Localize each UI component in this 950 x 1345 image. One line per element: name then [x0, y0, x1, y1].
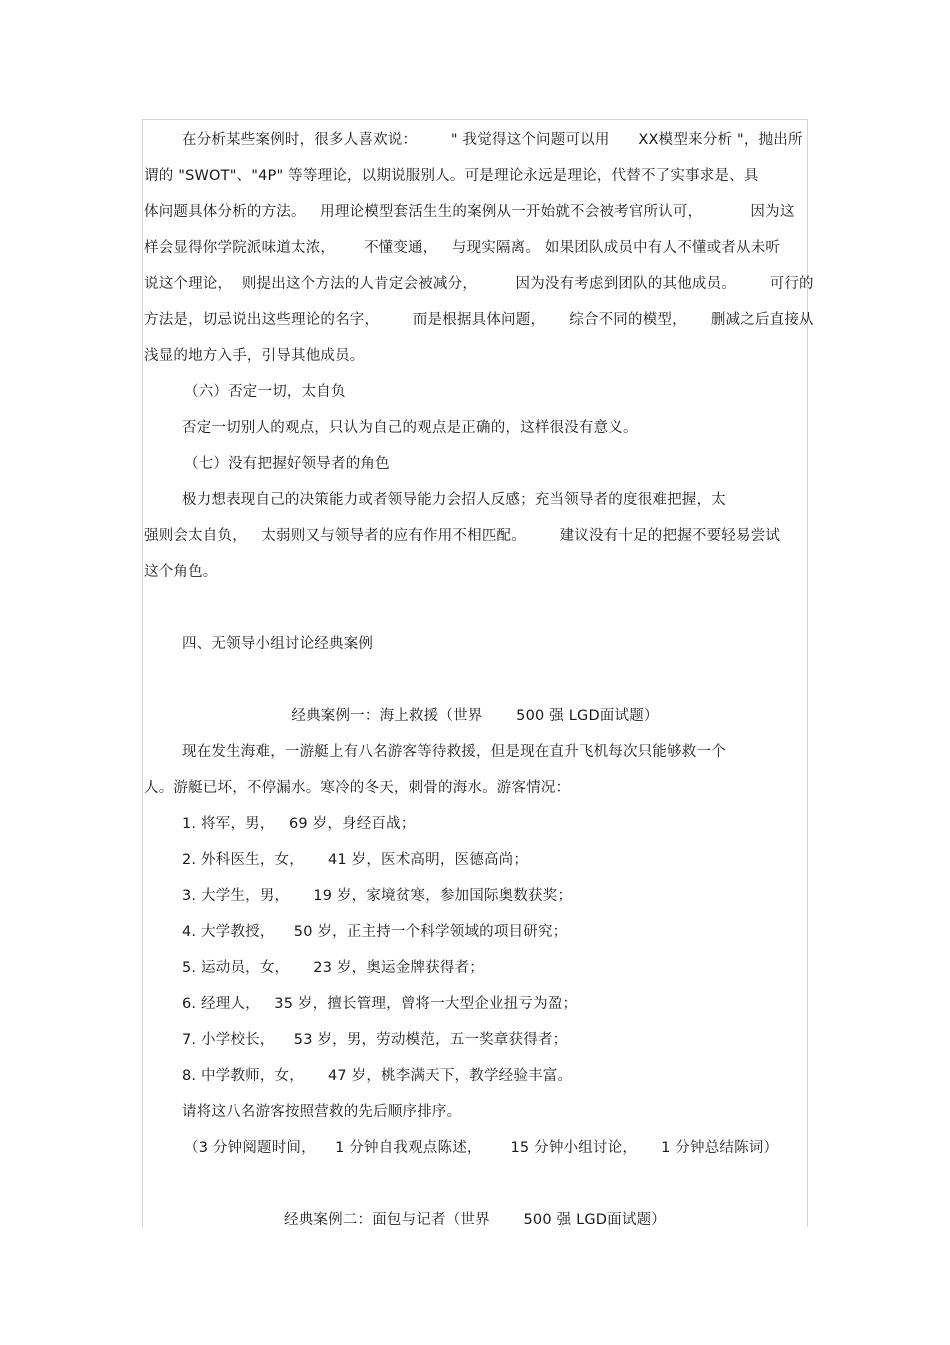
page-frame-left: [142, 119, 143, 1227]
list-item: 7. 小学校长， 53 岁，男，劳动模范，五一奖章获得者；: [182, 1032, 568, 1048]
intro-line: 浅显的地方入手，引导其他成员。: [144, 348, 365, 364]
section-7-line: 极力想表现自己的决策能力或者领导能力会招人反感；充当领导者的度很难把握，太: [182, 492, 726, 508]
section-6-heading: （六）否定一切，太自负: [184, 384, 346, 400]
section-4-heading: 四、无领导小组讨论经典案例: [182, 636, 374, 652]
section-6-body: 否定一切别人的观点，只认为自己的观点是正确的，这样很没有意义。: [182, 420, 638, 436]
intro-line: 在分析某些案例时，很多人喜欢说： " 我觉得这个问题可以用 XX模型来分析 "，抛出所: [182, 132, 803, 148]
page-frame-top: [142, 119, 808, 120]
case-1-intro-line: 人。游艇已坏，不停漏水。寒冷的冬天，刺骨的海水。游客情况：: [144, 780, 571, 796]
list-item: 5. 运动员，女， 23 岁，奥运金牌获得者；: [182, 960, 484, 976]
case-1-instruction: 请将这八名游客按照营救的先后顺序排序。: [182, 1104, 462, 1120]
list-item: 3. 大学生，男， 19 岁，家境贫寒，参加国际奥数获奖；: [182, 888, 573, 904]
intro-line: 说这个理论， 则提出这个方法的人肯定会被减分， 因为没有考虑到团队的其他成员。 可行的: [144, 276, 814, 292]
list-item: 4. 大学教授， 50 岁，正主持一个科学领域的项目研究；: [182, 924, 568, 940]
intro-line: 体问题具体分析的方法。 用理论模型套活生生的案例从一开始就不会被考官所认可， 因为这: [144, 204, 795, 220]
list-item: 8. 中学教师，女， 47 岁，桃李满天下，教学经验丰富。: [182, 1068, 573, 1084]
case-1-intro-line: 现在发生海难，一游艇上有八名游客等待救援，但是现在直升飞机每次只能够救一个: [182, 744, 726, 760]
section-7-heading: （七）没有把握好领导者的角色: [184, 456, 390, 472]
section-7-line: 这个角色。: [144, 564, 218, 580]
list-item: 2. 外科医生，女， 41 岁，医术高明，医德高尚；: [182, 852, 529, 868]
list-item: 1. 将军，男， 69 岁，身经百战；: [182, 816, 416, 832]
section-7-line: 强则会太自负， 太弱则又与领导者的应有作用不相匹配。 建议没有十足的把握不要轻易尝试: [144, 528, 781, 544]
case-1-title: 经典案例一：海上救援（世界 500 强 LGD面试题）: [291, 708, 659, 724]
case-1-timing: （3 分钟阅题时间， 1 分钟自我观点陈述， 15 分钟小组讨论， 1 分钟总结陈词）: [184, 1140, 779, 1156]
list-item: 6. 经理人， 35 岁，擅长管理，曾将一大型企业扭亏为盈；: [182, 996, 578, 1012]
intro-line: 方法是，切忌说出这些理论的名字， 而是根据具体问题， 综合不同的模型， 删减之后直接从: [144, 312, 814, 328]
case-2-title: 经典案例二：面包与记者（世界 500 强 LGD面试题）: [284, 1212, 666, 1228]
intro-line: 样会显得你学院派味道太浓， 不懂变通， 与现实隔离。 如果团队成员中有人不懂或者从未听: [144, 240, 781, 256]
intro-line: 谓的 "SWOT"、"4P" 等等理论，以期说服别人。可是理论永远是理论，代替不了实事求是、具: [144, 168, 759, 184]
